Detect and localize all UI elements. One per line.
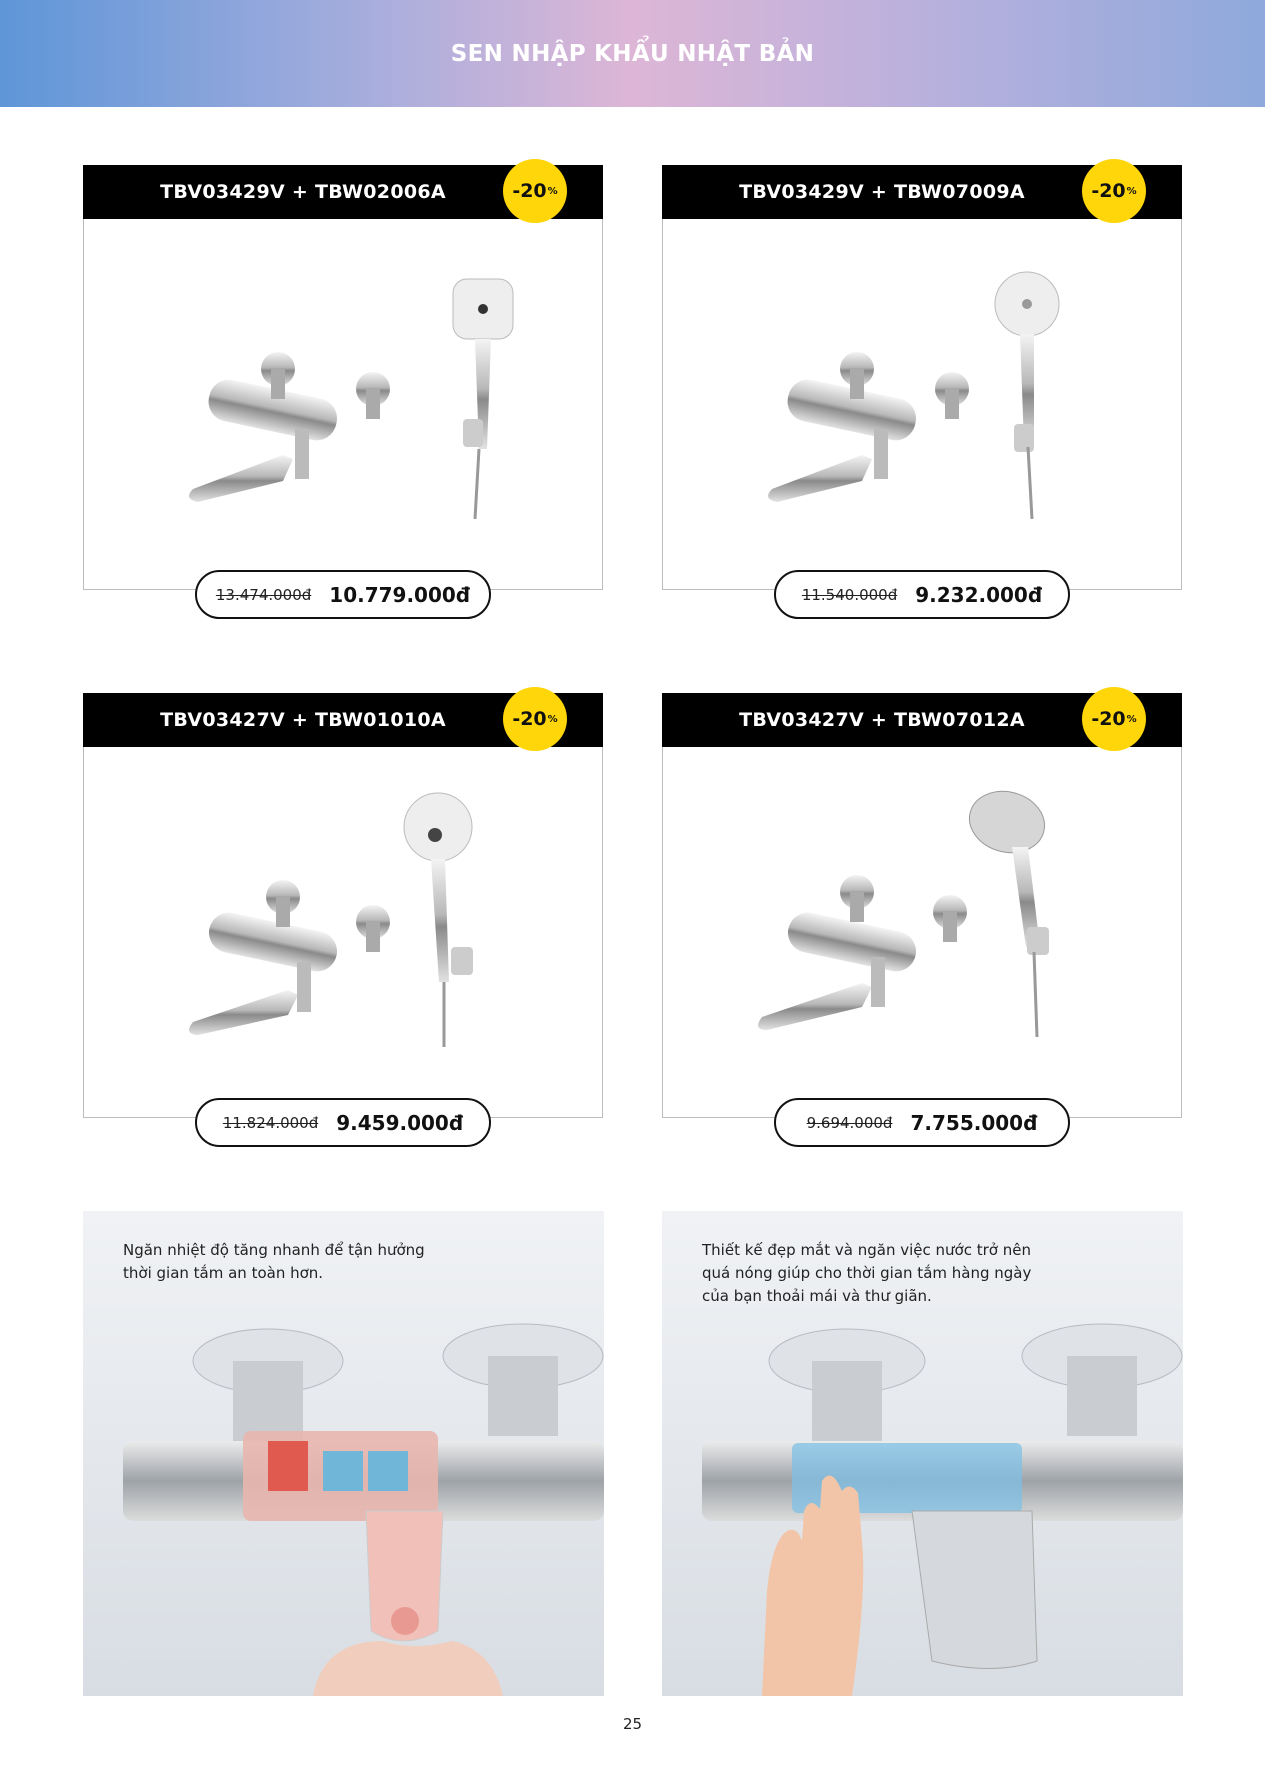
price-tag bbox=[774, 570, 1070, 619]
price-tag bbox=[195, 1098, 491, 1147]
feature-description: Thiết kế đẹp mắt và ngăn việc nước trở nên quá nóng giúp cho thời gian tắm hàng ngày của bạn thoải mái và thư giãn. bbox=[702, 1241, 1032, 1305]
new-price: 9.232.000đ bbox=[915, 582, 1043, 607]
new-price: 9.459.000đ bbox=[336, 1110, 464, 1135]
page-number: 25 bbox=[622, 1715, 643, 1733]
old-price: 11.824.000đ bbox=[222, 1113, 319, 1132]
old-price: 9.694.000đ bbox=[806, 1113, 893, 1132]
price-tag bbox=[195, 570, 491, 619]
old-price: 11.540.000đ bbox=[801, 585, 898, 604]
round-shower-head-icon bbox=[662, 219, 1182, 529]
discount-badge: -20 % bbox=[1082, 159, 1146, 223]
square-shower-head-icon bbox=[83, 219, 603, 529]
feature-description: Ngăn nhiệt độ tăng nhanh để tận hưởng thời gian tắm an toàn hơn. bbox=[123, 1241, 425, 1282]
product-card-2[interactable] bbox=[662, 165, 1182, 607]
price-tag bbox=[774, 1098, 1070, 1147]
product-title: TBV03429V + TBW02006A bbox=[160, 181, 446, 203]
feature-panel-touch bbox=[662, 1211, 1183, 1696]
angled-shower-head-icon bbox=[662, 747, 1182, 1057]
product-title: TBV03429V + TBW07009A bbox=[739, 181, 1025, 203]
discount-badge: -20 % bbox=[503, 159, 567, 223]
old-price: 13.474.000đ bbox=[215, 585, 312, 604]
product-title: TBV03427V + TBW01010A bbox=[160, 709, 446, 731]
product-card-3[interactable] bbox=[83, 693, 603, 1135]
product-title: TBV03427V + TBW07012A bbox=[739, 709, 1025, 731]
product-card-1[interactable] bbox=[83, 165, 603, 607]
discount-badge: -20 % bbox=[1082, 687, 1146, 751]
product-card-4[interactable] bbox=[662, 693, 1182, 1135]
feature-panel-cutaway bbox=[83, 1211, 604, 1696]
page-title: SEN NHẬP KHẨU NHẬT BẢN bbox=[450, 40, 815, 67]
discount-badge: -20 % bbox=[503, 687, 567, 751]
new-price: 10.779.000đ bbox=[329, 582, 471, 607]
page-header bbox=[0, 0, 1265, 107]
new-price: 7.755.000đ bbox=[910, 1110, 1038, 1135]
round-shower-head-icon bbox=[83, 747, 603, 1057]
